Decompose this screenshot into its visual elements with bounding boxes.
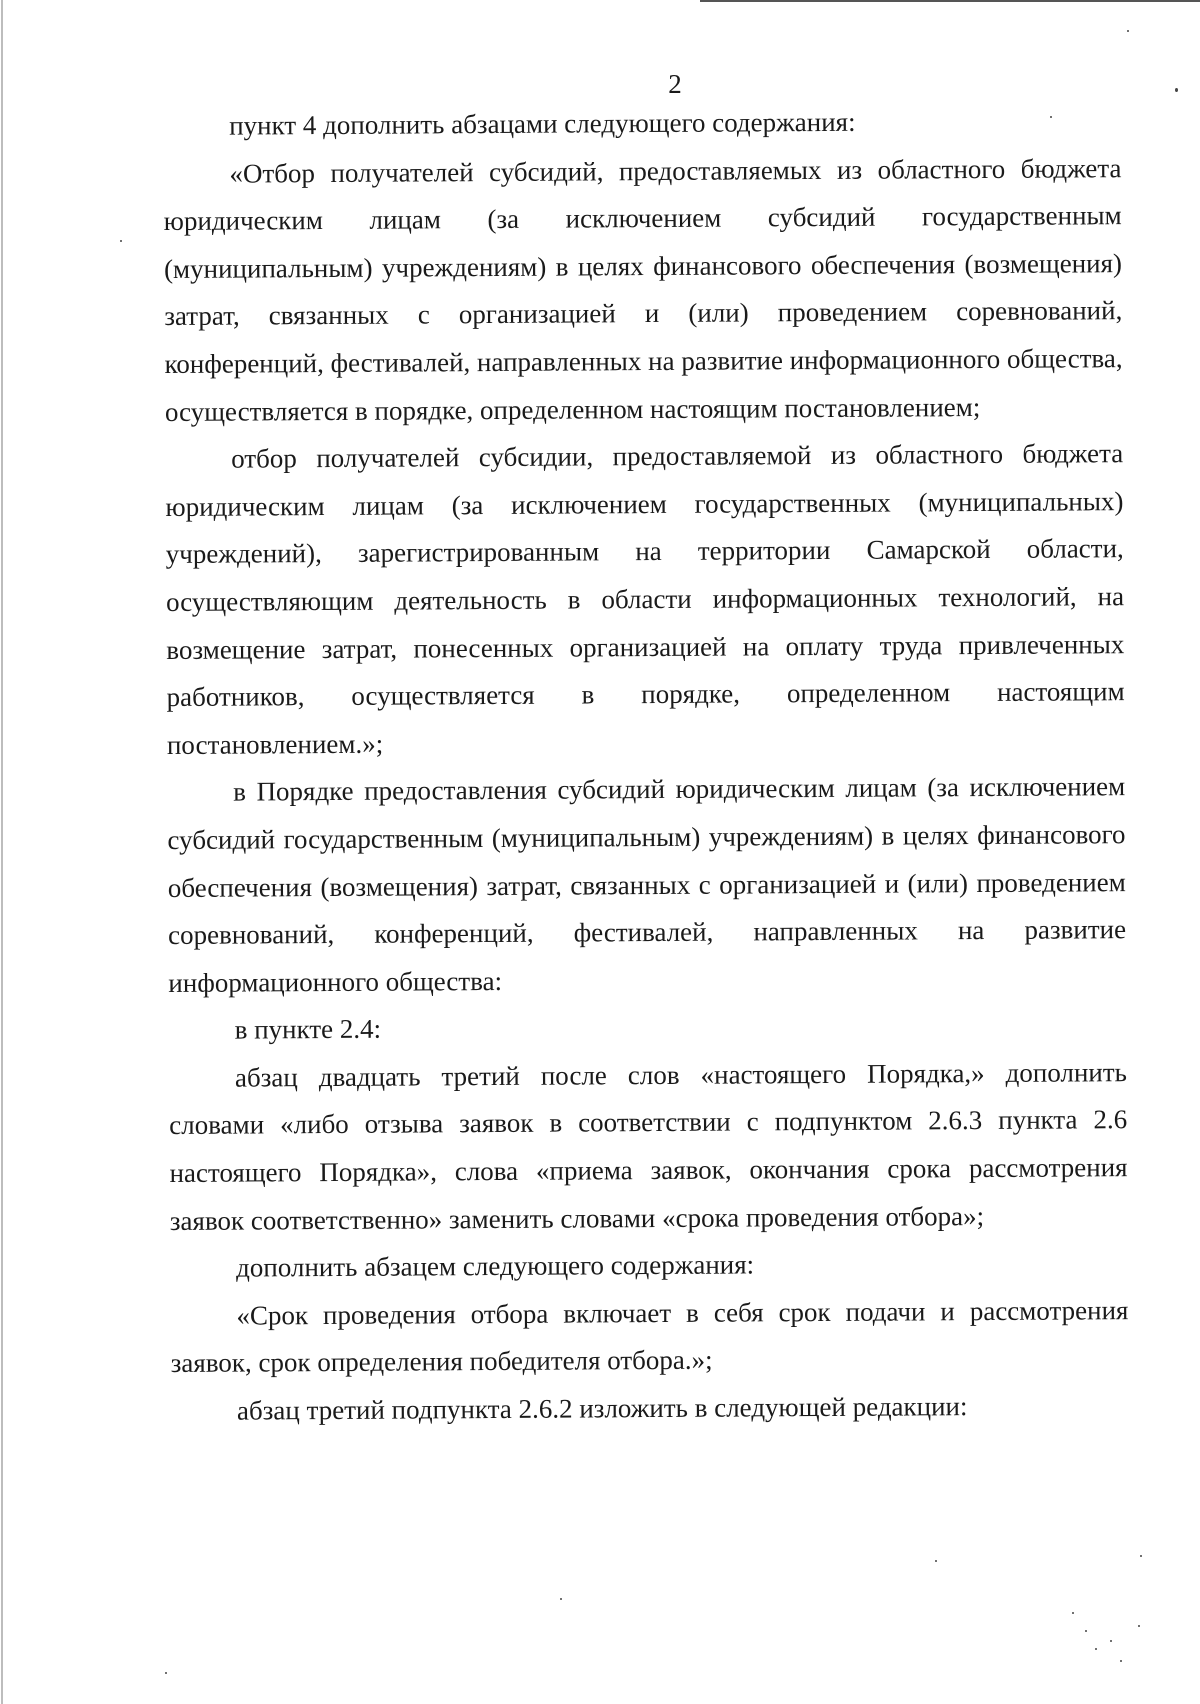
page-number: 2 [668,69,682,99]
scan-speck [1140,1555,1142,1557]
paragraph: «Срок проведения отбора включает в себя срок подачи и рассмотрения заявок, срок определения победителя отбора.»; [170,1294,1129,1379]
scan-speck [1050,116,1052,118]
document-body [163,97,1129,1435]
scan-speck [1085,1630,1087,1632]
paragraph: «Отбор получателей субсидий, предоставляемых из областного бюджета юридическим лицам (за исключением субсидий государственным (муниципальным) учреждениям) в целях финансового обеспечения (возмещения) затрат, связанных с организацией и (или) проведением соревнований, конференций, фестивалей, направленных на развитие информационного общества, осуществляется в порядке, определенном настоящим постановлением; [163,152,1123,427]
scan-speck [1138,1625,1140,1627]
scan-speck [1072,1612,1074,1614]
scan-speck [1175,88,1178,92]
scan-speck [1127,30,1129,32]
scan-speck [1110,1640,1112,1642]
paragraph: в Порядке предоставления субсидий юридическим лицам (за исключением субсидий государственным (муниципальным) учреждениям) в целях финансового обеспечения (возмещения) затрат, связанных с организацией и (или) проведением соревнований, конференций, фестивалей, направленных на развитие информационного общества: [167,771,1127,998]
scan-speck [1120,1660,1122,1662]
scan-speck [120,240,122,242]
paragraph: пункт 4 дополнить абзацами следующего содержания: [229,106,856,141]
scan-speck [560,1598,562,1600]
scan-speck [935,1560,937,1562]
scan-edge-top [700,0,1200,2]
scan-speck [1095,1648,1097,1650]
scan-edge-left [1,0,3,1704]
paragraph: в пункте 2.4: [234,1013,382,1045]
paragraph: отбор получателей субсидии, предоставляемой из областного бюджета юридическим лицам (за исключением государственных (муниципальных) учреждений), зарегистрированным на территории Самарской области, осуществляющим деятельность в области информационных технологий, на возмещение затрат, понесенных организацией на оплату труда привлеченных работников, осуществляется в порядке, определенном настоящим постановлением.»; [165,438,1125,760]
paragraph: дополнить абзацем следующего содержания: [236,1249,755,1283]
scan-speck [165,1672,167,1674]
paragraph: абзац двадцать третий после слов «настоящего Порядка,» дополнить словами «либо отзыва заявок в соответствии с подпунктом 2.6.3 пункта 2.6 настоящего Порядка», слова «приема заявок, окончания срока рассмотрения заявок соответственно» заменить словами «срока проведения отбора»; [169,1057,1128,1236]
paragraph: абзац третий подпункта 2.6.2 изложить в следующей редакции: [236,1391,968,1426]
